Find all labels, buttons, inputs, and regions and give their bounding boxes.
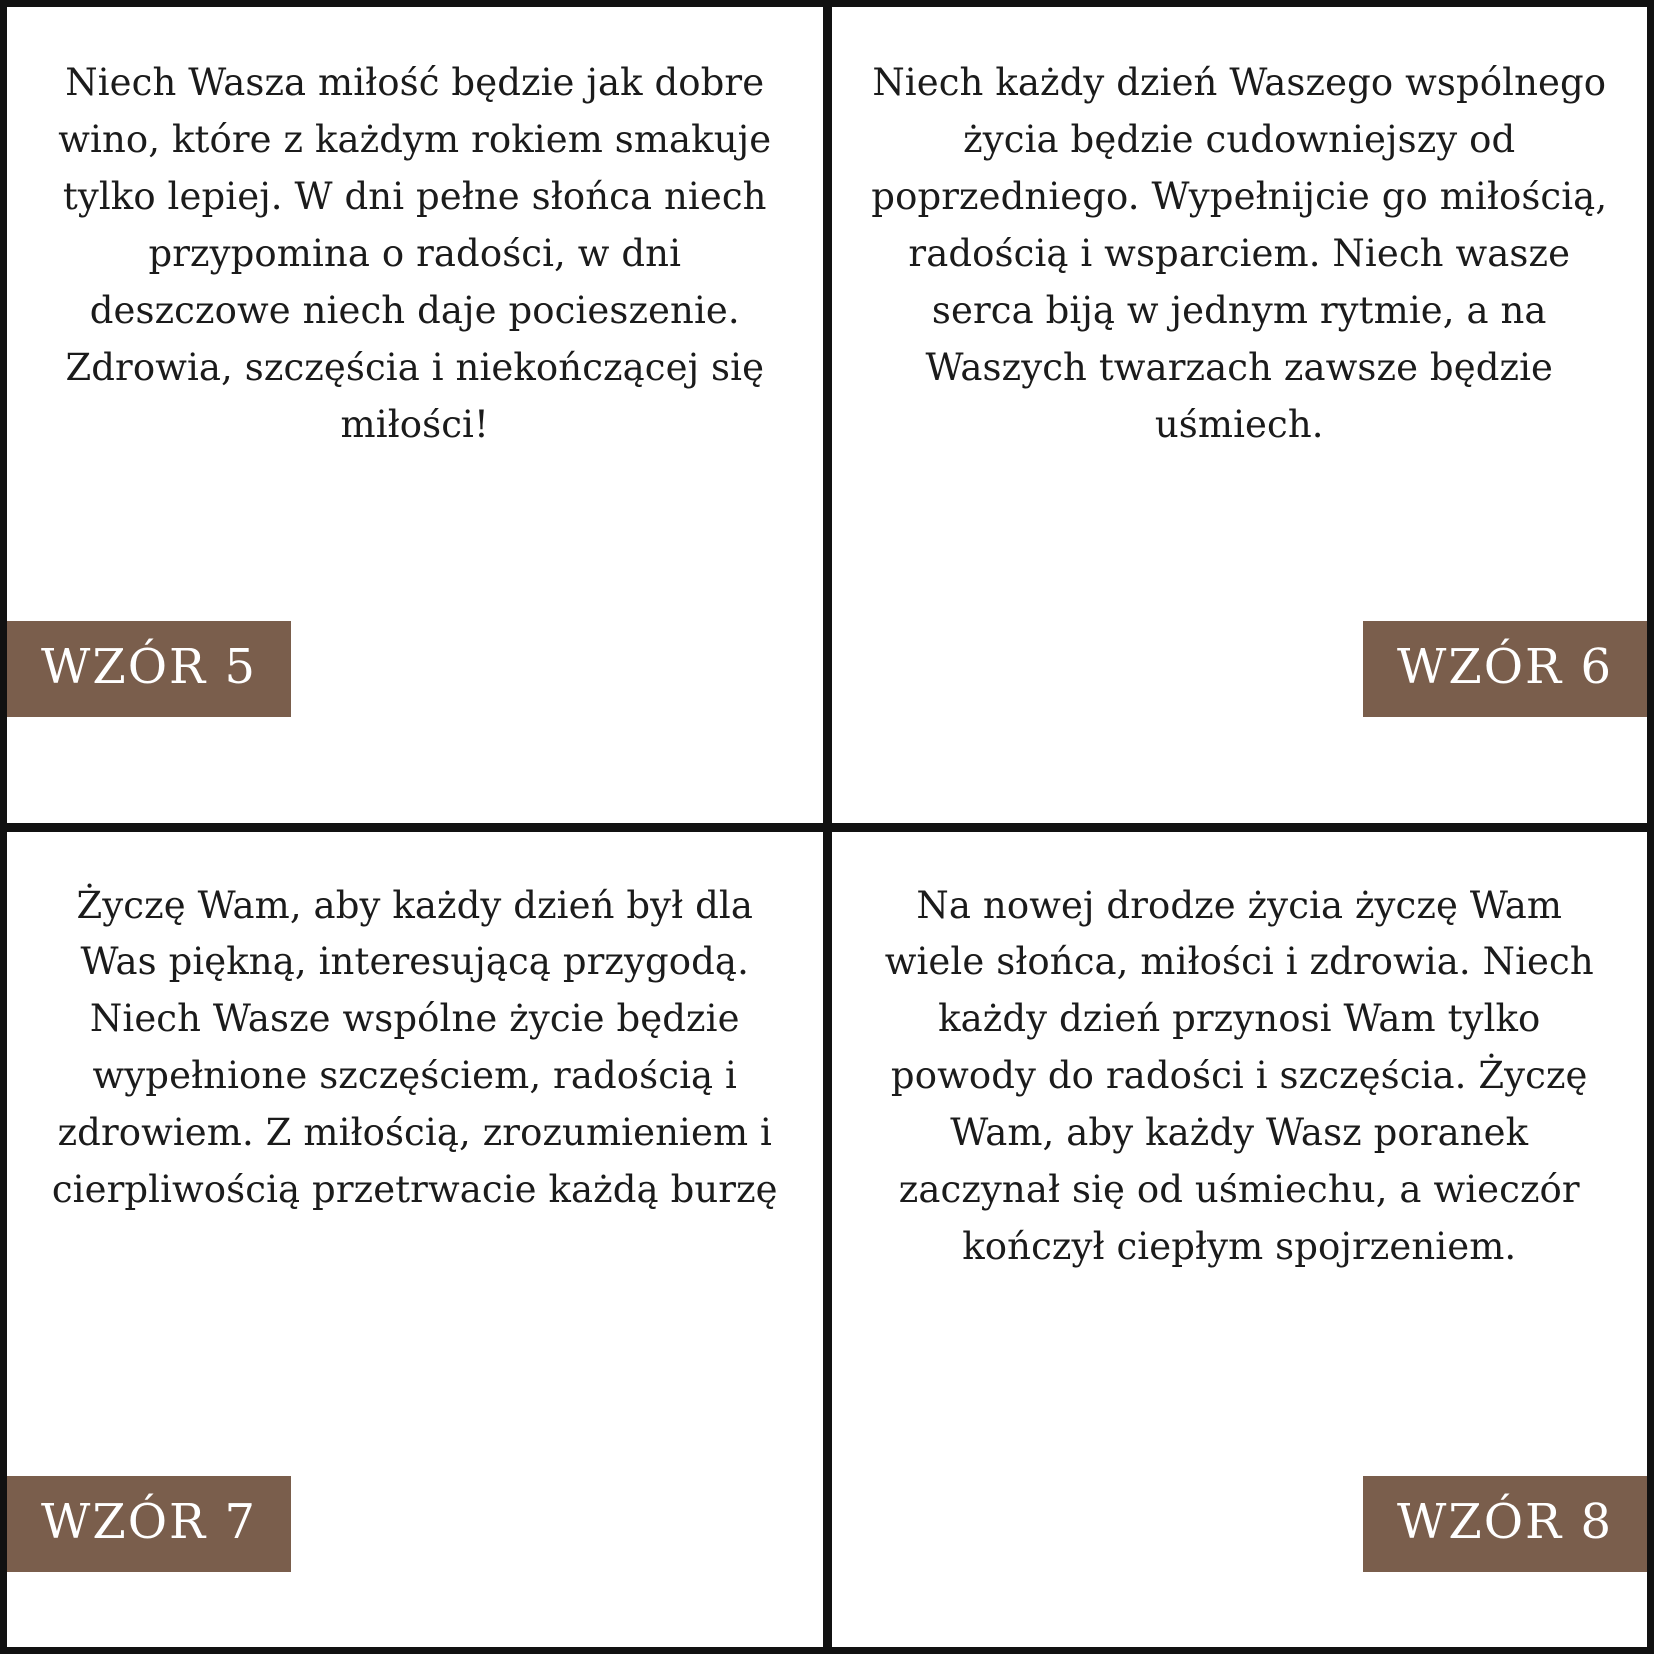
badge-wzor-6: WZÓR 6 xyxy=(1363,621,1647,717)
badge-wzor-7: WZÓR 7 xyxy=(7,1476,291,1572)
badge-wzor-5: WZÓR 5 xyxy=(7,621,291,717)
wish-card-wzor-5 xyxy=(7,7,823,823)
wish-card-wzor-7 xyxy=(7,832,823,1648)
wish-card-wzor-8 xyxy=(832,832,1648,1648)
wish-text: Niech każdy dzień Waszego wspólnego życia będzie cudowniejszy od poprzedniego. Wypełnijcie go miłością, radością i wsparciem. Niech wasze serca biją w jednym rytmie, a na Waszych twarzach zawsze będzie uśmiech. xyxy=(871,61,1608,446)
wish-text: Na nowej drodze życia życzę Wam wiele słońca, miłości i zdrowia. Niech każdy dzień przynosi Wam tylko powody do radości i szczęścia. Życzę Wam, aby każdy Wasz poranek zaczynał się od uśmiechu, a wieczór kończył ciepłym spojrzeniem. xyxy=(884,883,1594,1269)
badge-wzor-8: WZÓR 8 xyxy=(1363,1476,1647,1572)
wish-card-wzor-6 xyxy=(832,7,1648,823)
wish-text: Życzę Wam, aby każdy dzień był dla Was piękną, interesującą przygodą. Niech Wasze wspólne życie będzie wypełnione szczęściem, radością i zdrowiem. Z miłością, zrozumieniem i cierpliwością przetrwacie każdą burzę xyxy=(51,883,778,1212)
wish-text: Niech Wasza miłość będzie jak dobre wino, które z każdym rokiem smakuje tylko lepiej. W dni pełne słońca niech przypomina o radości, w dni deszczowe niech daje pocieszenie. Zdrowia, szczęścia i niekończącej się miłości! xyxy=(58,61,772,446)
